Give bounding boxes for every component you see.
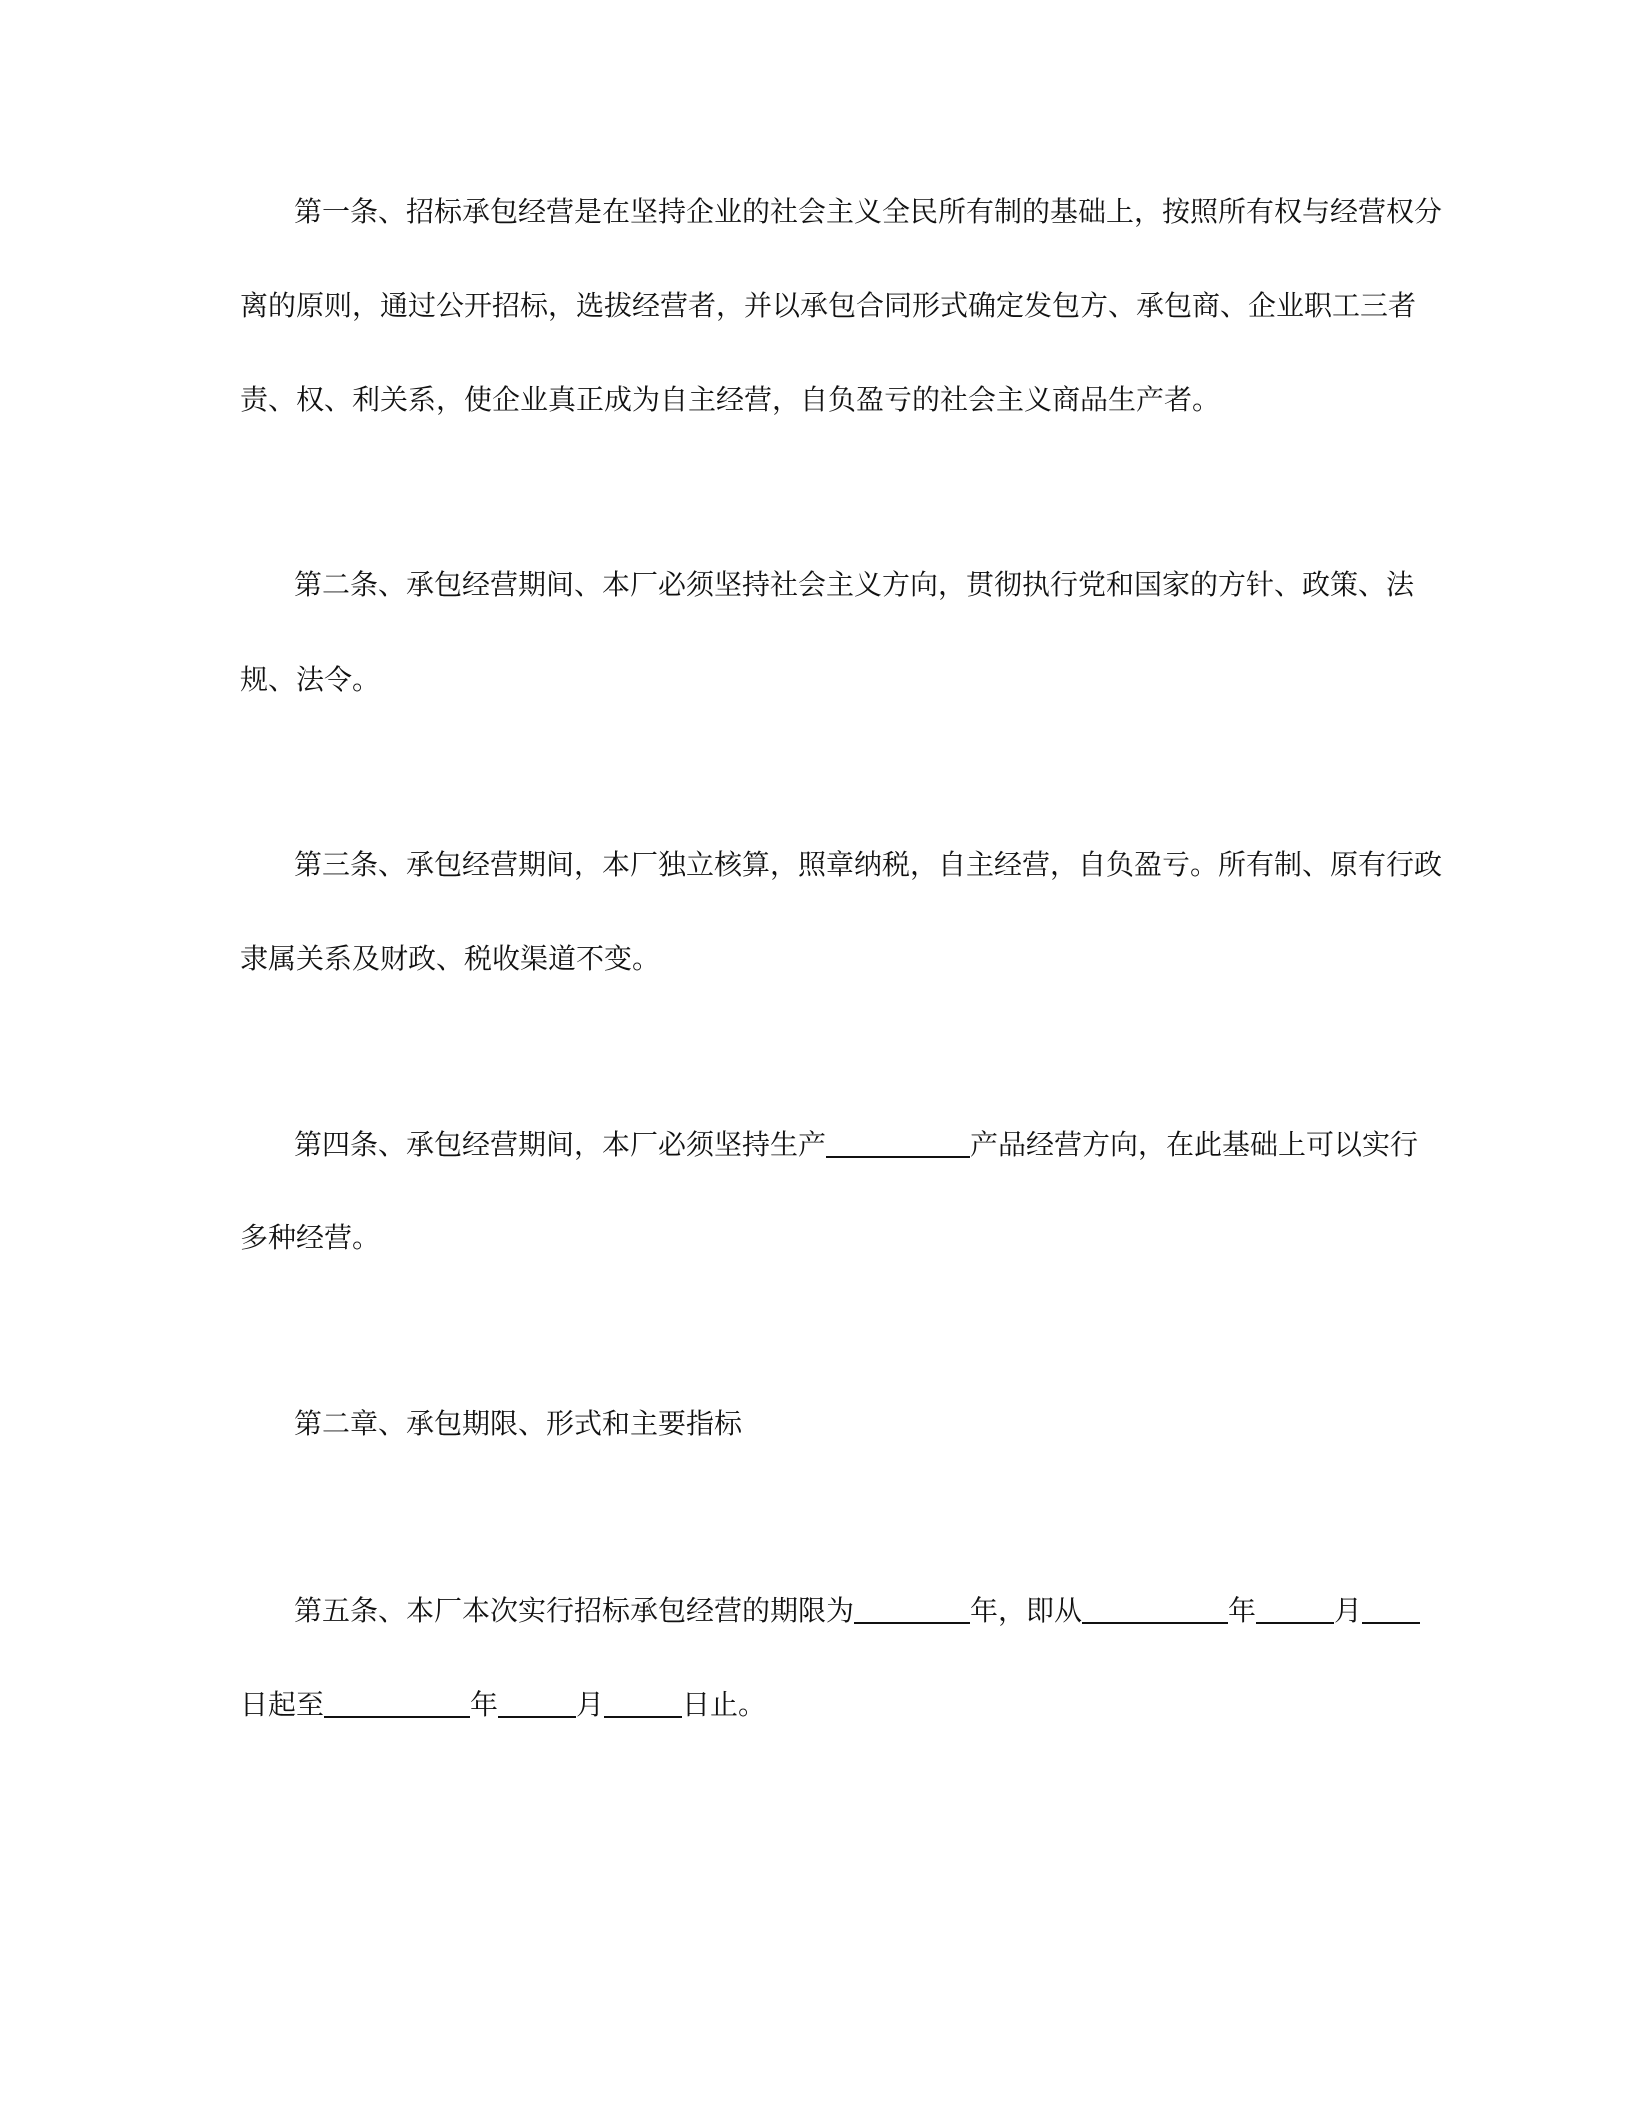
article-5-line-2-part-2: 年 [470,1688,499,1721]
article-3-line-1: 第三条、承包经营期间，本厂独立核算，照章纳税，自主经营，自负盈亏。所有制、原有行政 [294,848,1443,881]
article-5-line-2-part-4: 日止。 [682,1688,767,1721]
article-3-line-2: 隶属关系及财政、税收渠道不变。 [240,942,661,975]
article-5-line-2-part-1: 日起至 [240,1688,325,1721]
article-5-part-3: 年 [1228,1594,1257,1627]
article-5-line-1 [294,1592,1420,1629]
term-years-blank[interactable] [854,1592,970,1624]
article-5-part-2: 年，即从 [970,1594,1083,1627]
article-1-line-1: 第一条、招标承包经营是在坚持企业的社会主义全民所有制的基础上，按照所有权与经营权分 [294,195,1443,228]
article-4-line-2: 多种经营。 [240,1221,381,1254]
end-month-blank[interactable] [498,1686,576,1718]
article-1-line-3: 责、权、利关系，使企业真正成为自主经营，自负盈亏的社会主义商品生产者。 [240,383,1221,416]
end-day-blank[interactable] [604,1686,682,1718]
chapter-2-heading: 第二章、承包期限、形式和主要指标 [294,1407,743,1440]
article-5-line-2 [240,1686,766,1723]
article-4-line-1 [294,1126,1418,1163]
start-month-blank[interactable] [1256,1592,1334,1624]
article-4-text-after: 产品经营方向，在此基础上可以实行 [970,1128,1419,1161]
article-5-part-4: 月 [1334,1594,1363,1627]
product-blank-field[interactable] [826,1126,970,1158]
article-2-line-2: 规、法令。 [240,663,381,696]
article-5-line-2-part-3: 月 [576,1688,605,1721]
article-5-part-1: 第五条、本厂本次实行招标承包经营的期限为 [294,1594,855,1627]
article-2-line-1: 第二条、承包经营期间、本厂必须坚持社会主义方向，贯彻执行党和国家的方针、政策、法 [294,568,1415,601]
start-day-blank[interactable] [1362,1592,1420,1624]
article-1-line-2: 离的原则，通过公开招标，选拔经营者，并以承包合同形式确定发包方、承包商、企业职工三者 [240,289,1417,322]
end-year-blank[interactable] [324,1686,470,1718]
start-year-blank[interactable] [1082,1592,1228,1624]
article-4-text-before: 第四条、承包经营期间，本厂必须坚持生产 [294,1128,827,1161]
